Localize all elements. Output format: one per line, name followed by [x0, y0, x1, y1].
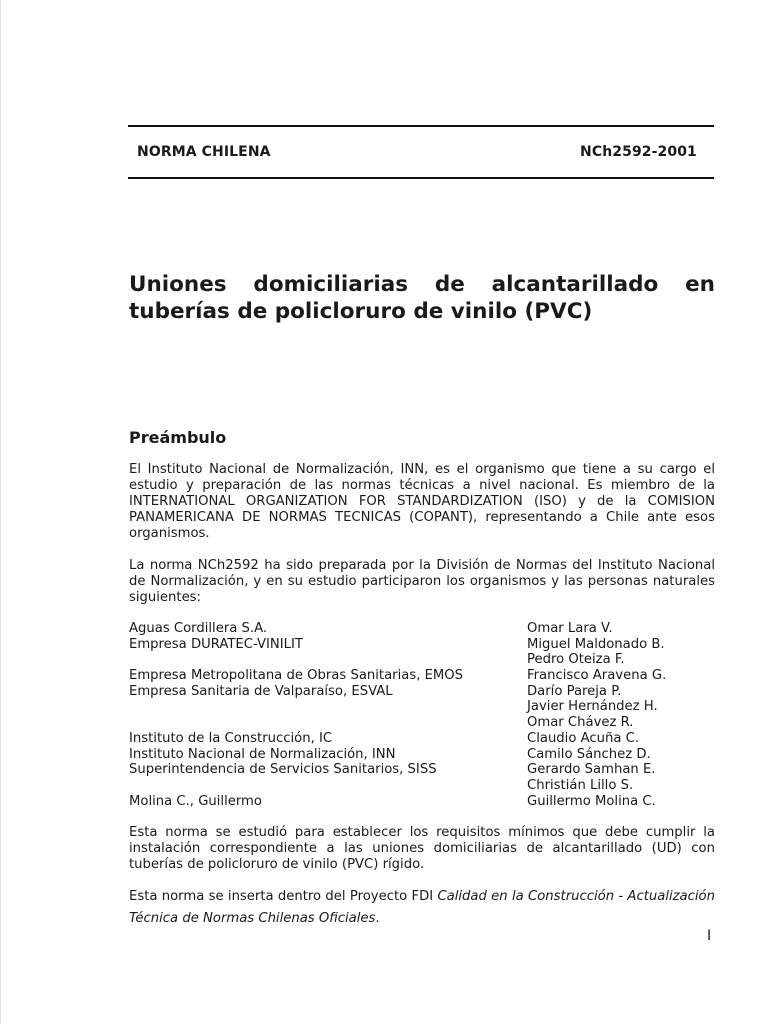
persons-list: [527, 621, 717, 809]
person-item: Pedro Oteiza F.: [527, 652, 625, 668]
person-item: Javier Hernández H.: [527, 699, 658, 715]
page-number: I: [707, 928, 712, 944]
preamble-paragraph-2: La norma NCh2592 ha sido preparada por la División de Normas del Instituto Nacional de Normalización, y en su estudio participaron los organismos y las personas naturales siguientes:: [129, 558, 715, 605]
header-standard-code: NCh2592-2001: [580, 144, 697, 160]
person-item: Darío Pareja P.: [527, 683, 622, 699]
preamble-paragraph-4: [129, 886, 715, 930]
person-item: Camilo Sánchez D.: [527, 746, 651, 762]
person-item: Francisco Aravena G.: [527, 668, 667, 684]
person-item: Gerardo Samhan E.: [527, 762, 656, 778]
person-item: Claudio Acuña C.: [527, 730, 640, 746]
p4-suffix-text: .: [375, 911, 380, 926]
organization-item: Instituto Nacional de Normalización, INN: [129, 746, 396, 762]
organization-item: Aguas Cordillera S.A.: [129, 621, 268, 636]
organization-item: Empresa Sanitaria de Valparaíso, ESVAL: [129, 683, 393, 699]
organization-item: Superintendencia de Servicios Sanitarios, SISS: [129, 762, 437, 778]
organization-item: [129, 715, 509, 731]
organizations-list: [129, 621, 509, 809]
organization-item: [129, 699, 509, 715]
person-item: Guillermo Molina C.: [527, 793, 656, 809]
preamble-paragraph-1: El Instituto Nacional de Normalización, INN, es el organismo que tiene a su cargo el estudio y preparación de las normas técnicas a nivel nacional. Es miembro de la INTERNATIONAL ORGANIZATION FOR STANDARDIZATION (ISO) y de la COMISION PANAMERICANA DE NORMAS TECNICAS (COPANT), representando a Chile ante esos organismos.: [129, 462, 715, 541]
page-edge: [0, 0, 1, 1024]
p4-prefix-text: Esta norma se inserta dentro del Proyecto FDI: [129, 889, 438, 904]
organization-item: Empresa DURATEC-VINILIT: [129, 636, 303, 652]
header-bottom-rule: [128, 177, 714, 179]
organization-item: [129, 778, 509, 794]
organization-item: [129, 652, 509, 668]
organization-item: Instituto de la Construcción, IC: [129, 730, 333, 746]
person-item: Miguel Maldonado B.: [527, 636, 665, 652]
preamble-paragraph-3: Esta norma se estudió para establecer los requisitos mínimos que debe cumplir la instalación correspondiente a las uniones domiciliarias de alcantarillado (UD) con tuberías de policloruro de vinilo (PVC) rígido.: [129, 825, 715, 872]
document-title: Uniones domiciliarias de alcantarillado en tuberías de policloruro de vinilo (PVC): [129, 272, 715, 324]
header-top-rule: [128, 125, 714, 127]
person-item: Christián Lillo S.: [527, 777, 634, 793]
header-standard-label: NORMA CHILENA: [137, 144, 271, 160]
person-item: Omar Chávez R.: [527, 715, 634, 731]
person-item: Omar Lara V.: [527, 621, 613, 636]
p4-project-name: Calidad en la Construcción - Actualización Técnica de Normas Chilenas Oficiales: [129, 889, 715, 926]
organization-item: Molina C., Guillermo: [129, 793, 262, 809]
organization-item: Empresa Metropolitana de Obras Sanitarias, EMOS: [129, 668, 464, 684]
preamble-heading: Preámbulo: [129, 428, 227, 447]
